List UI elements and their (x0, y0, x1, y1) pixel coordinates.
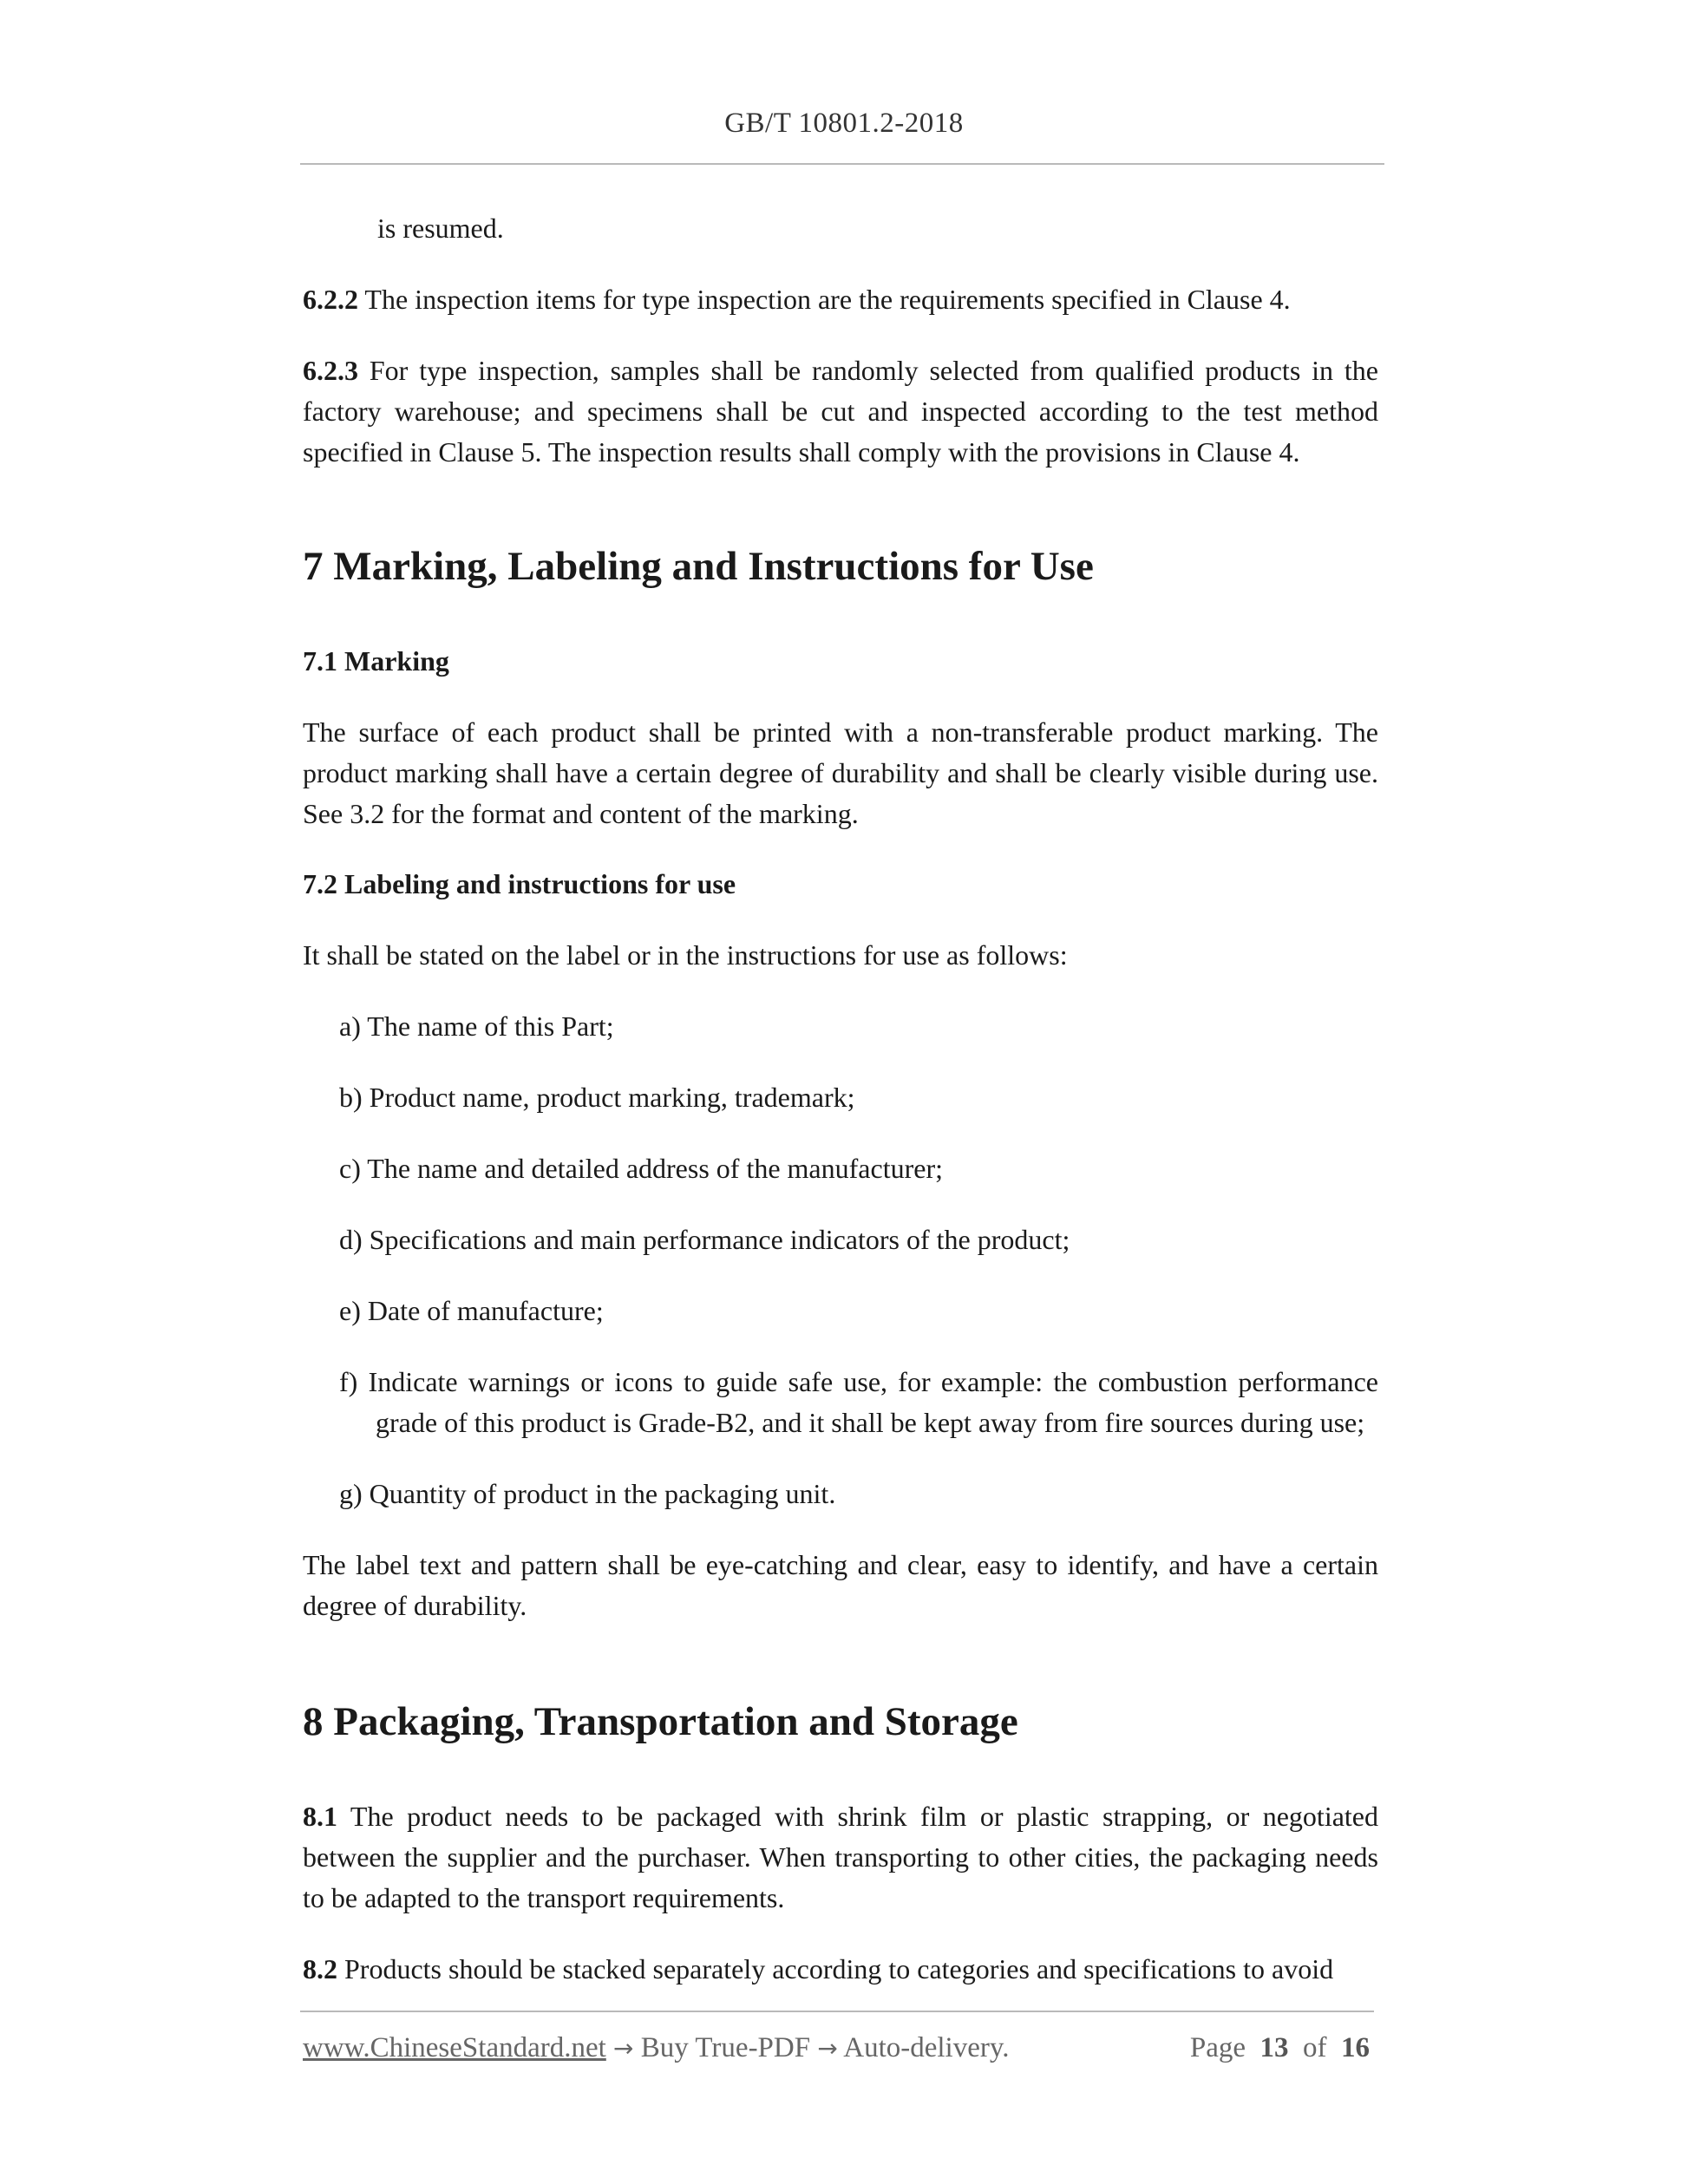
paragraph-6-2-2 (303, 279, 1378, 320)
clause-number: 8.1 (303, 1801, 337, 1832)
paragraph-7-2-end: The label text and pattern shall be eye-catching and clear, easy to identify, and have a certain degree of durability. (303, 1549, 1378, 1621)
list-item: c) The name and detailed address of the manufacturer; (339, 1153, 943, 1184)
list-item: b) Product name, product marking, trademark; (339, 1082, 855, 1113)
clause-text: The product needs to be packaged with shrink film or plastic strapping, or negotiated between the supplier and the purchaser. When transporting to other cities, the packaging needs to be adapted to the transport requirements. (303, 1801, 1378, 1913)
arrow-right-icon: → (817, 2034, 838, 2063)
header-title: GB/T 10801.2-2018 (724, 108, 964, 139)
page-label: Page (1189, 2032, 1246, 2063)
header-divider (300, 163, 1384, 165)
clause-text: Products should be stacked separately according to categories and specifications to avoid (337, 1953, 1334, 1985)
footer (303, 2028, 1370, 2069)
labeling-items-list (303, 1006, 1378, 1514)
section-heading-7: 7 Marking, Labeling and Instructions for Use (303, 544, 1094, 589)
section-heading-8: 8 Packaging, Transportation and Storage (303, 1699, 1018, 1744)
list-item: f) Indicate warnings or icons to guide safe use, for example: the combustion performance grade of this product is Grade-B2, and it shall be kept away from fire sources during use; (339, 1366, 1378, 1438)
list-item: e) Date of manufacture; (339, 1295, 604, 1326)
clause-number: 8.2 (303, 1953, 337, 1985)
clause-text: The inspection items for type inspection are the requirements specified in Clause 4. (358, 284, 1291, 315)
total-page-number: 16 (1341, 2032, 1370, 2063)
paragraph-7-1: The surface of each product shall be printed with a non-transferable product marking. The product marking shall have a certain degree of durability and shall be clearly visible during use. See 3.2 for the format and content of the marking. (303, 716, 1378, 829)
auto-delivery-text: Auto-delivery. (837, 2032, 1010, 2063)
arrow-right-icon: → (613, 2034, 634, 2063)
of-label: of (1303, 2032, 1327, 2063)
clause-number: 6.2.3 (303, 355, 358, 386)
paragraph-7-2-intro: It shall be stated on the label or in the instructions for use as follows: (303, 939, 1068, 971)
website-link[interactable]: www.ChineseStandard.net (303, 2032, 606, 2063)
subsection-heading-7-1: 7.1 Marking (303, 645, 449, 677)
paragraph-8-2 (303, 1949, 1378, 1990)
subsection-heading-7-2: 7.2 Labeling and instructions for use (303, 868, 736, 899)
buy-text: Buy True-PDF (633, 2032, 818, 2063)
clause-text: For type inspection, samples shall be randomly selected from qualified products in the factory warehouse; and specimens shall be cut and inspected according to the test method specified in Clause 5. The inspection results shall comply with the provisions in Clause 4. (303, 355, 1378, 468)
list-item: a) The name of this Part; (339, 1010, 614, 1042)
footer-divider (300, 2011, 1374, 2012)
list-item: d) Specifications and main performance indicators of the product; (339, 1224, 1070, 1255)
paragraph-resumed: is resumed. (377, 213, 504, 244)
list-item: g) Quantity of product in the packaging unit. (339, 1478, 836, 1509)
current-page-number: 13 (1259, 2032, 1289, 2063)
page-indicator (1190, 2028, 1370, 2068)
page-content (303, 208, 1378, 1990)
paragraph-8-1 (303, 1796, 1378, 1919)
clause-number: 6.2.2 (303, 284, 358, 315)
paragraph-6-2-3 (303, 350, 1378, 473)
